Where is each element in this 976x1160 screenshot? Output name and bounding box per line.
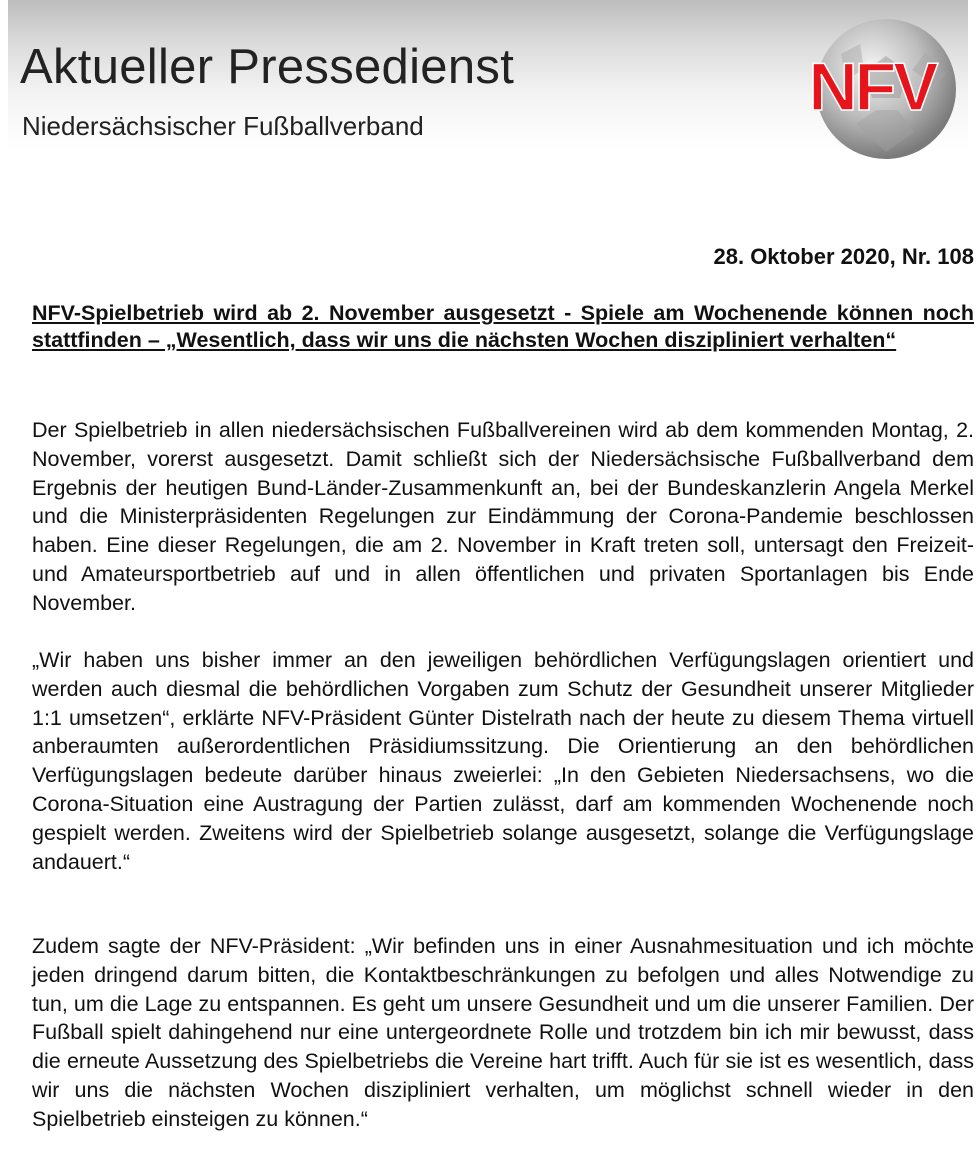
logo-text: NFV <box>808 49 936 125</box>
article-headline: NFV-Spielbetrieb wird ab 2. November ausgesetzt - Spiele am Wochenende können noch stattfinden – „Wesentlich, dass wir uns die nächsten Wochen diszipliniert verhalten“ <box>32 301 974 352</box>
nfv-logo <box>786 14 958 164</box>
article-paragraph-1: Der Spielbetrieb in allen niedersächsischen Fußballvereinen wird ab dem kommenden Montag, 2. November, vorerst ausgesetzt. Damit schließt sich der Niedersächsische Fußballverband dem Ergebnis der heutigen Bund-Länder-Zusammenkunft an, bei der Bundeskanzlerin Angela Merkel und die Ministerpräsidenten Regelungen zur Eindämmung der Corona-Pandemie beschlossen haben. Eine dieser Regelungen, die am 2. November in Kraft treten soll, untersagt den Freizeit- und Amateursportbetrieb auf und in allen öffentlichen und privaten Sportanlagen bis Ende November. <box>32 418 974 615</box>
article-paragraph-2: „Wir haben uns bisher immer an den jeweiligen behördlichen Verfügungslagen orientiert und werden auch diesmal die behördlichen Vorgaben zum Schutz der Gesundheit unserer Mitglieder 1:1 umsetzen“, erklärte NFV-Präsident Günter Distelrath nach der heute zu diesem Thema virtuell anberaumten außerordentlichen Präsidiumssitzung. Die Orientierung an den behördlichen Verfügungslagen bedeute darüber hinaus zweierlei: „In den Gebieten Niedersachsens, wo die Corona-Situation eine Austragung der Partien zulässt, darf am kommenden Wochenende noch gespielt werden. Zweitens wird der Spielbetrieb solange ausgesetzt, solange die Verfügungslage andauert.“ <box>32 648 974 874</box>
issue-date: 28. Oktober 2020, Nr. 108 <box>713 244 974 269</box>
article-paragraph-3: Zudem sagte der NFV-Präsident: „Wir befinden uns in einer Ausnahmesituation und ich möchte jeden dringend darum bitten, die Kontaktbeschränkungen zu befolgen und alles Notwendige zu tun, um die Lage zu entspannen. Es geht um unsere Gesundheit und um die unserer Familien. Der Fußball spielt dahingehend nur eine untergeordnete Rolle und trotzdem bin ich mir bewusst, dass die erneute Aussetzung des Spielbetriebs die Vereine hart trifft. Auch für sie ist es wesentlich, dass wir uns die nächsten Wochen diszipliniert verhalten, um möglichst schnell wieder in den Spielbetrieb einsteigen zu können.“ <box>32 934 974 1131</box>
page-subtitle: Niedersächsischer Fußballverband <box>22 111 424 141</box>
page-title: Aktueller Pressedienst <box>20 40 515 94</box>
